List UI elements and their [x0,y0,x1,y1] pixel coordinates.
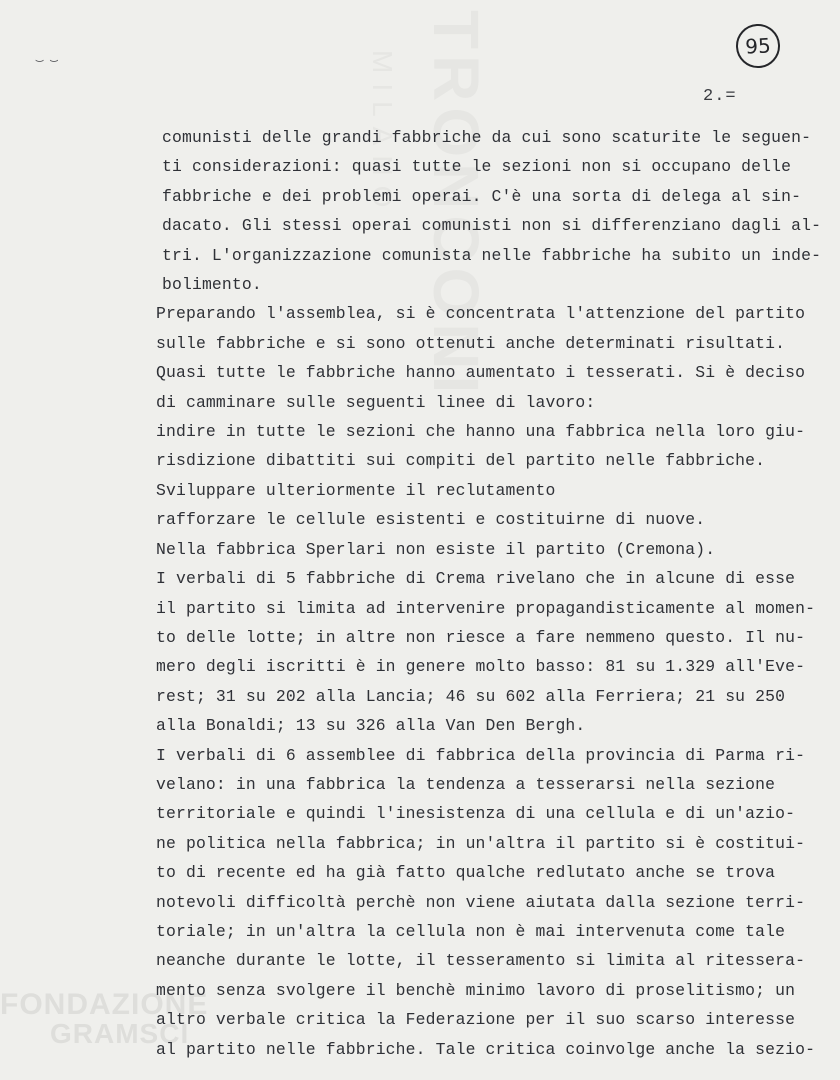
text-line: toriale; in un'altra la cellula non è mai intervenuta come tale [156,921,786,941]
corner-mark: ‿ ‿ [36,49,58,63]
text-line: risdizione dibattiti sui compiti del partito nelle fabbriche. [156,451,766,471]
text-line: fabbriche e dei problemi operai. C'è una sorta di delega al sin- [162,186,802,206]
text-line: rest; 31 su 202 alla Lancia; 46 su 602 alla Ferriera; 21 su 250 [156,686,786,706]
text-line: alla Bonaldi; 13 su 326 alla Van Den Bergh. [156,716,586,736]
text-line: I verbali di 5 fabbriche di Crema rivelano che in alcune di esse [156,569,796,589]
text-line: al partito nelle fabbriche. Tale critica coinvolge anche la sezio- [156,1039,816,1059]
text-line: mento senza svolgere il benchè minimo lavoro di proselitismo; un [156,980,796,1000]
text-line: sulle fabbriche e si sono ottenuti anche determinati risultati. [156,333,786,353]
text-line: indire in tutte le sezioni che hanno una fabbrica nella loro giu- [156,422,806,442]
text-line: to di recente ed ha già fatto qualche redlutato anche se trova [156,863,776,883]
text-line: to delle lotte; in altre non riesce a fare nemmeno questo. Il nu- [156,627,806,647]
text-line: di camminare sulle seguenti linee di lavoro: [156,392,596,412]
typed-text-body [156,123,820,1064]
text-line: rafforzare le cellule esistenti e costituirne di nuove. [156,510,706,530]
archive-watermark: TRONCONI MILANO [367,10,492,400]
text-line: ti considerazioni: quasi tutte le sezioni non si occupano delle [162,157,792,177]
text-line: notevoli difficoltà perchè non viene aiutata dalla sezione terri- [156,892,806,912]
text-line: I verbali di 6 assemblee di fabbrica della provincia di Parma ri- [156,745,806,765]
text-line: bolimento. [162,275,262,295]
text-line: neanche durante le lotte, il tesseramento si limita al ritessera- [156,951,806,971]
text-line: territoriale e quindi l'inesistenza di una cellula e di un'azio- [156,804,796,824]
text-line: Nella fabbrica Sperlari non esiste il partito (Cremona). [156,539,716,559]
text-line: Quasi tutte le fabbriche hanno aumentato i tesserati. Si è deciso [156,363,806,383]
handwritten-page-number: 95 [735,23,781,69]
fondazione-gramsci-logo: FONDAZIONE GRAMSCI [0,988,209,1049]
text-line: comunisti delle grandi fabbriche da cui sono scaturite le seguen- [162,128,812,147]
text-line: dacato. Gli stessi operai comunisti non si differenziano dagli al- [162,216,822,236]
text-line: velano: in una fabbrica la tendenza a tesserarsi nella sezione [156,774,776,794]
text-line: Sviluppare ulteriormente il reclutamento [156,480,556,500]
text-line: altro verbale critica la Federazione per il suo scarso interesse [156,1010,796,1030]
page-number: 2.= [703,87,737,106]
text-line: Preparando l'assemblea, si è concentrata l'attenzione del partito [156,304,806,324]
text-line: tri. L'organizzazione comunista nelle fabbriche ha subito un inde- [162,245,822,265]
text-line: il partito si limita ad intervenire propagandisticamente al momen- [156,598,816,618]
text-line: mero degli iscritti è in genere molto basso: 81 su 1.329 all'Eve- [156,657,806,677]
text-line: ne politica nella fabbrica; in un'altra il partito si è costitui- [156,833,806,853]
